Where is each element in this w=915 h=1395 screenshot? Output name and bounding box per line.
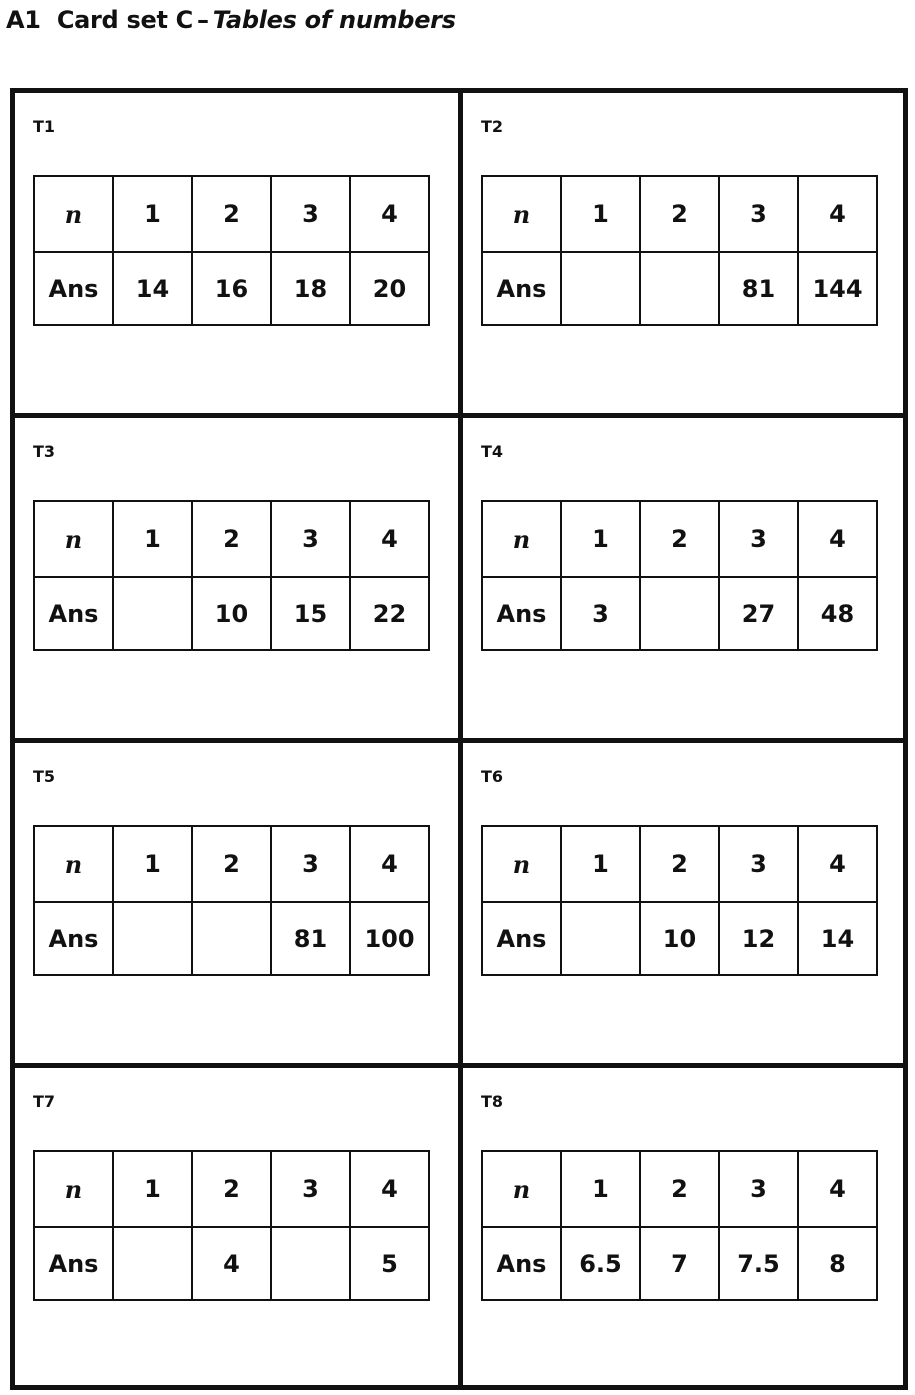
card-label: T8 xyxy=(481,1092,504,1111)
table-row-n xyxy=(34,501,429,577)
n-cell: 3 xyxy=(271,501,350,577)
card-label: T3 xyxy=(33,442,56,461)
ans-cell: 14 xyxy=(113,252,192,325)
n-cell: 1 xyxy=(113,826,192,902)
ans-cell: 10 xyxy=(640,902,719,975)
ans-cell: 27 xyxy=(719,577,798,650)
card-t2 xyxy=(463,93,903,418)
number-table xyxy=(33,1150,430,1301)
row-header-n: n xyxy=(482,826,561,902)
ans-cell xyxy=(113,1227,192,1300)
table-row-n xyxy=(34,826,429,902)
card-t8 xyxy=(463,1068,903,1385)
ans-cell: 4 xyxy=(192,1227,271,1300)
table-row-n xyxy=(482,1151,877,1227)
title-separator: – xyxy=(197,6,209,34)
row-header-ans: Ans xyxy=(482,252,561,325)
table-row-n xyxy=(34,176,429,252)
number-table xyxy=(33,175,430,326)
n-cell: 4 xyxy=(350,176,429,252)
ans-cell: 6.5 xyxy=(561,1227,640,1300)
page-title xyxy=(6,6,456,34)
ans-cell xyxy=(113,902,192,975)
n-cell: 1 xyxy=(113,501,192,577)
card-t5 xyxy=(15,743,463,1068)
n-cell: 3 xyxy=(719,501,798,577)
table-row-n xyxy=(482,826,877,902)
n-cell: 3 xyxy=(719,176,798,252)
table-row-ans xyxy=(34,902,429,975)
ans-cell xyxy=(640,252,719,325)
n-cell: 2 xyxy=(192,826,271,902)
number-table xyxy=(481,825,878,976)
row-header-n: n xyxy=(482,1151,561,1227)
n-cell: 4 xyxy=(350,826,429,902)
title-main: Card set C xyxy=(56,6,193,34)
ans-cell: 18 xyxy=(271,252,350,325)
row-header-ans: Ans xyxy=(482,902,561,975)
row-header-ans: Ans xyxy=(482,1227,561,1300)
n-cell: 3 xyxy=(271,826,350,902)
ans-cell: 81 xyxy=(719,252,798,325)
table-row-n xyxy=(482,176,877,252)
ans-cell: 48 xyxy=(798,577,877,650)
number-table xyxy=(481,1150,878,1301)
n-cell: 4 xyxy=(798,1151,877,1227)
ans-cell: 16 xyxy=(192,252,271,325)
ans-cell: 7.5 xyxy=(719,1227,798,1300)
ans-cell xyxy=(113,577,192,650)
row-header-ans: Ans xyxy=(34,1227,113,1300)
n-cell: 3 xyxy=(719,826,798,902)
ans-cell xyxy=(561,902,640,975)
ans-cell: 5 xyxy=(350,1227,429,1300)
ans-cell: 100 xyxy=(350,902,429,975)
ans-cell: 12 xyxy=(719,902,798,975)
n-cell: 4 xyxy=(798,501,877,577)
n-cell: 2 xyxy=(640,826,719,902)
ans-cell: 3 xyxy=(561,577,640,650)
n-cell: 3 xyxy=(271,1151,350,1227)
n-cell: 1 xyxy=(113,1151,192,1227)
n-cell: 1 xyxy=(561,176,640,252)
row-header-n: n xyxy=(34,826,113,902)
n-cell: 4 xyxy=(350,501,429,577)
table-row-ans xyxy=(34,577,429,650)
ans-cell: 10 xyxy=(192,577,271,650)
n-cell: 2 xyxy=(192,176,271,252)
table-row-ans xyxy=(34,1227,429,1300)
ans-cell xyxy=(192,902,271,975)
n-cell: 3 xyxy=(719,1151,798,1227)
number-table xyxy=(481,500,878,651)
ans-cell xyxy=(640,577,719,650)
n-cell: 1 xyxy=(113,176,192,252)
ans-cell: 22 xyxy=(350,577,429,650)
ans-cell: 14 xyxy=(798,902,877,975)
card-t1 xyxy=(15,93,463,418)
card-label: T4 xyxy=(481,442,504,461)
table-row-ans xyxy=(482,902,877,975)
n-cell: 2 xyxy=(640,501,719,577)
n-cell: 2 xyxy=(640,1151,719,1227)
card-label: T5 xyxy=(33,767,56,786)
card-t7 xyxy=(15,1068,463,1385)
n-cell: 4 xyxy=(798,826,877,902)
row-header-n: n xyxy=(34,1151,113,1227)
number-table xyxy=(33,825,430,976)
row-header-n: n xyxy=(34,501,113,577)
number-table xyxy=(481,175,878,326)
row-header-ans: Ans xyxy=(34,252,113,325)
n-cell: 1 xyxy=(561,826,640,902)
n-cell: 2 xyxy=(192,1151,271,1227)
ans-cell: 144 xyxy=(798,252,877,325)
row-header-n: n xyxy=(482,501,561,577)
card-grid xyxy=(10,88,908,1390)
ans-cell xyxy=(561,252,640,325)
table-row-ans xyxy=(482,1227,877,1300)
n-cell: 1 xyxy=(561,1151,640,1227)
card-label: T6 xyxy=(481,767,504,786)
table-row-n xyxy=(34,1151,429,1227)
n-cell: 4 xyxy=(350,1151,429,1227)
card-t3 xyxy=(15,418,463,743)
card-label: T2 xyxy=(481,117,504,136)
n-cell: 2 xyxy=(192,501,271,577)
ans-cell xyxy=(271,1227,350,1300)
card-t4 xyxy=(463,418,903,743)
table-row-ans xyxy=(482,577,877,650)
table-row-ans xyxy=(34,252,429,325)
ans-cell: 7 xyxy=(640,1227,719,1300)
table-row-n xyxy=(482,501,877,577)
row-header-ans: Ans xyxy=(34,902,113,975)
number-table xyxy=(33,500,430,651)
row-header-ans: Ans xyxy=(34,577,113,650)
title-prefix: A1 xyxy=(6,6,41,34)
card-label: T1 xyxy=(33,117,56,136)
title-subtitle: Tables of numbers xyxy=(212,6,456,34)
table-row-ans xyxy=(482,252,877,325)
n-cell: 2 xyxy=(640,176,719,252)
ans-cell: 15 xyxy=(271,577,350,650)
card-t6 xyxy=(463,743,903,1068)
ans-cell: 81 xyxy=(271,902,350,975)
card-label: T7 xyxy=(33,1092,56,1111)
n-cell: 1 xyxy=(561,501,640,577)
ans-cell: 20 xyxy=(350,252,429,325)
row-header-n: n xyxy=(482,176,561,252)
ans-cell: 8 xyxy=(798,1227,877,1300)
row-header-ans: Ans xyxy=(482,577,561,650)
n-cell: 3 xyxy=(271,176,350,252)
n-cell: 4 xyxy=(798,176,877,252)
row-header-n: n xyxy=(34,176,113,252)
